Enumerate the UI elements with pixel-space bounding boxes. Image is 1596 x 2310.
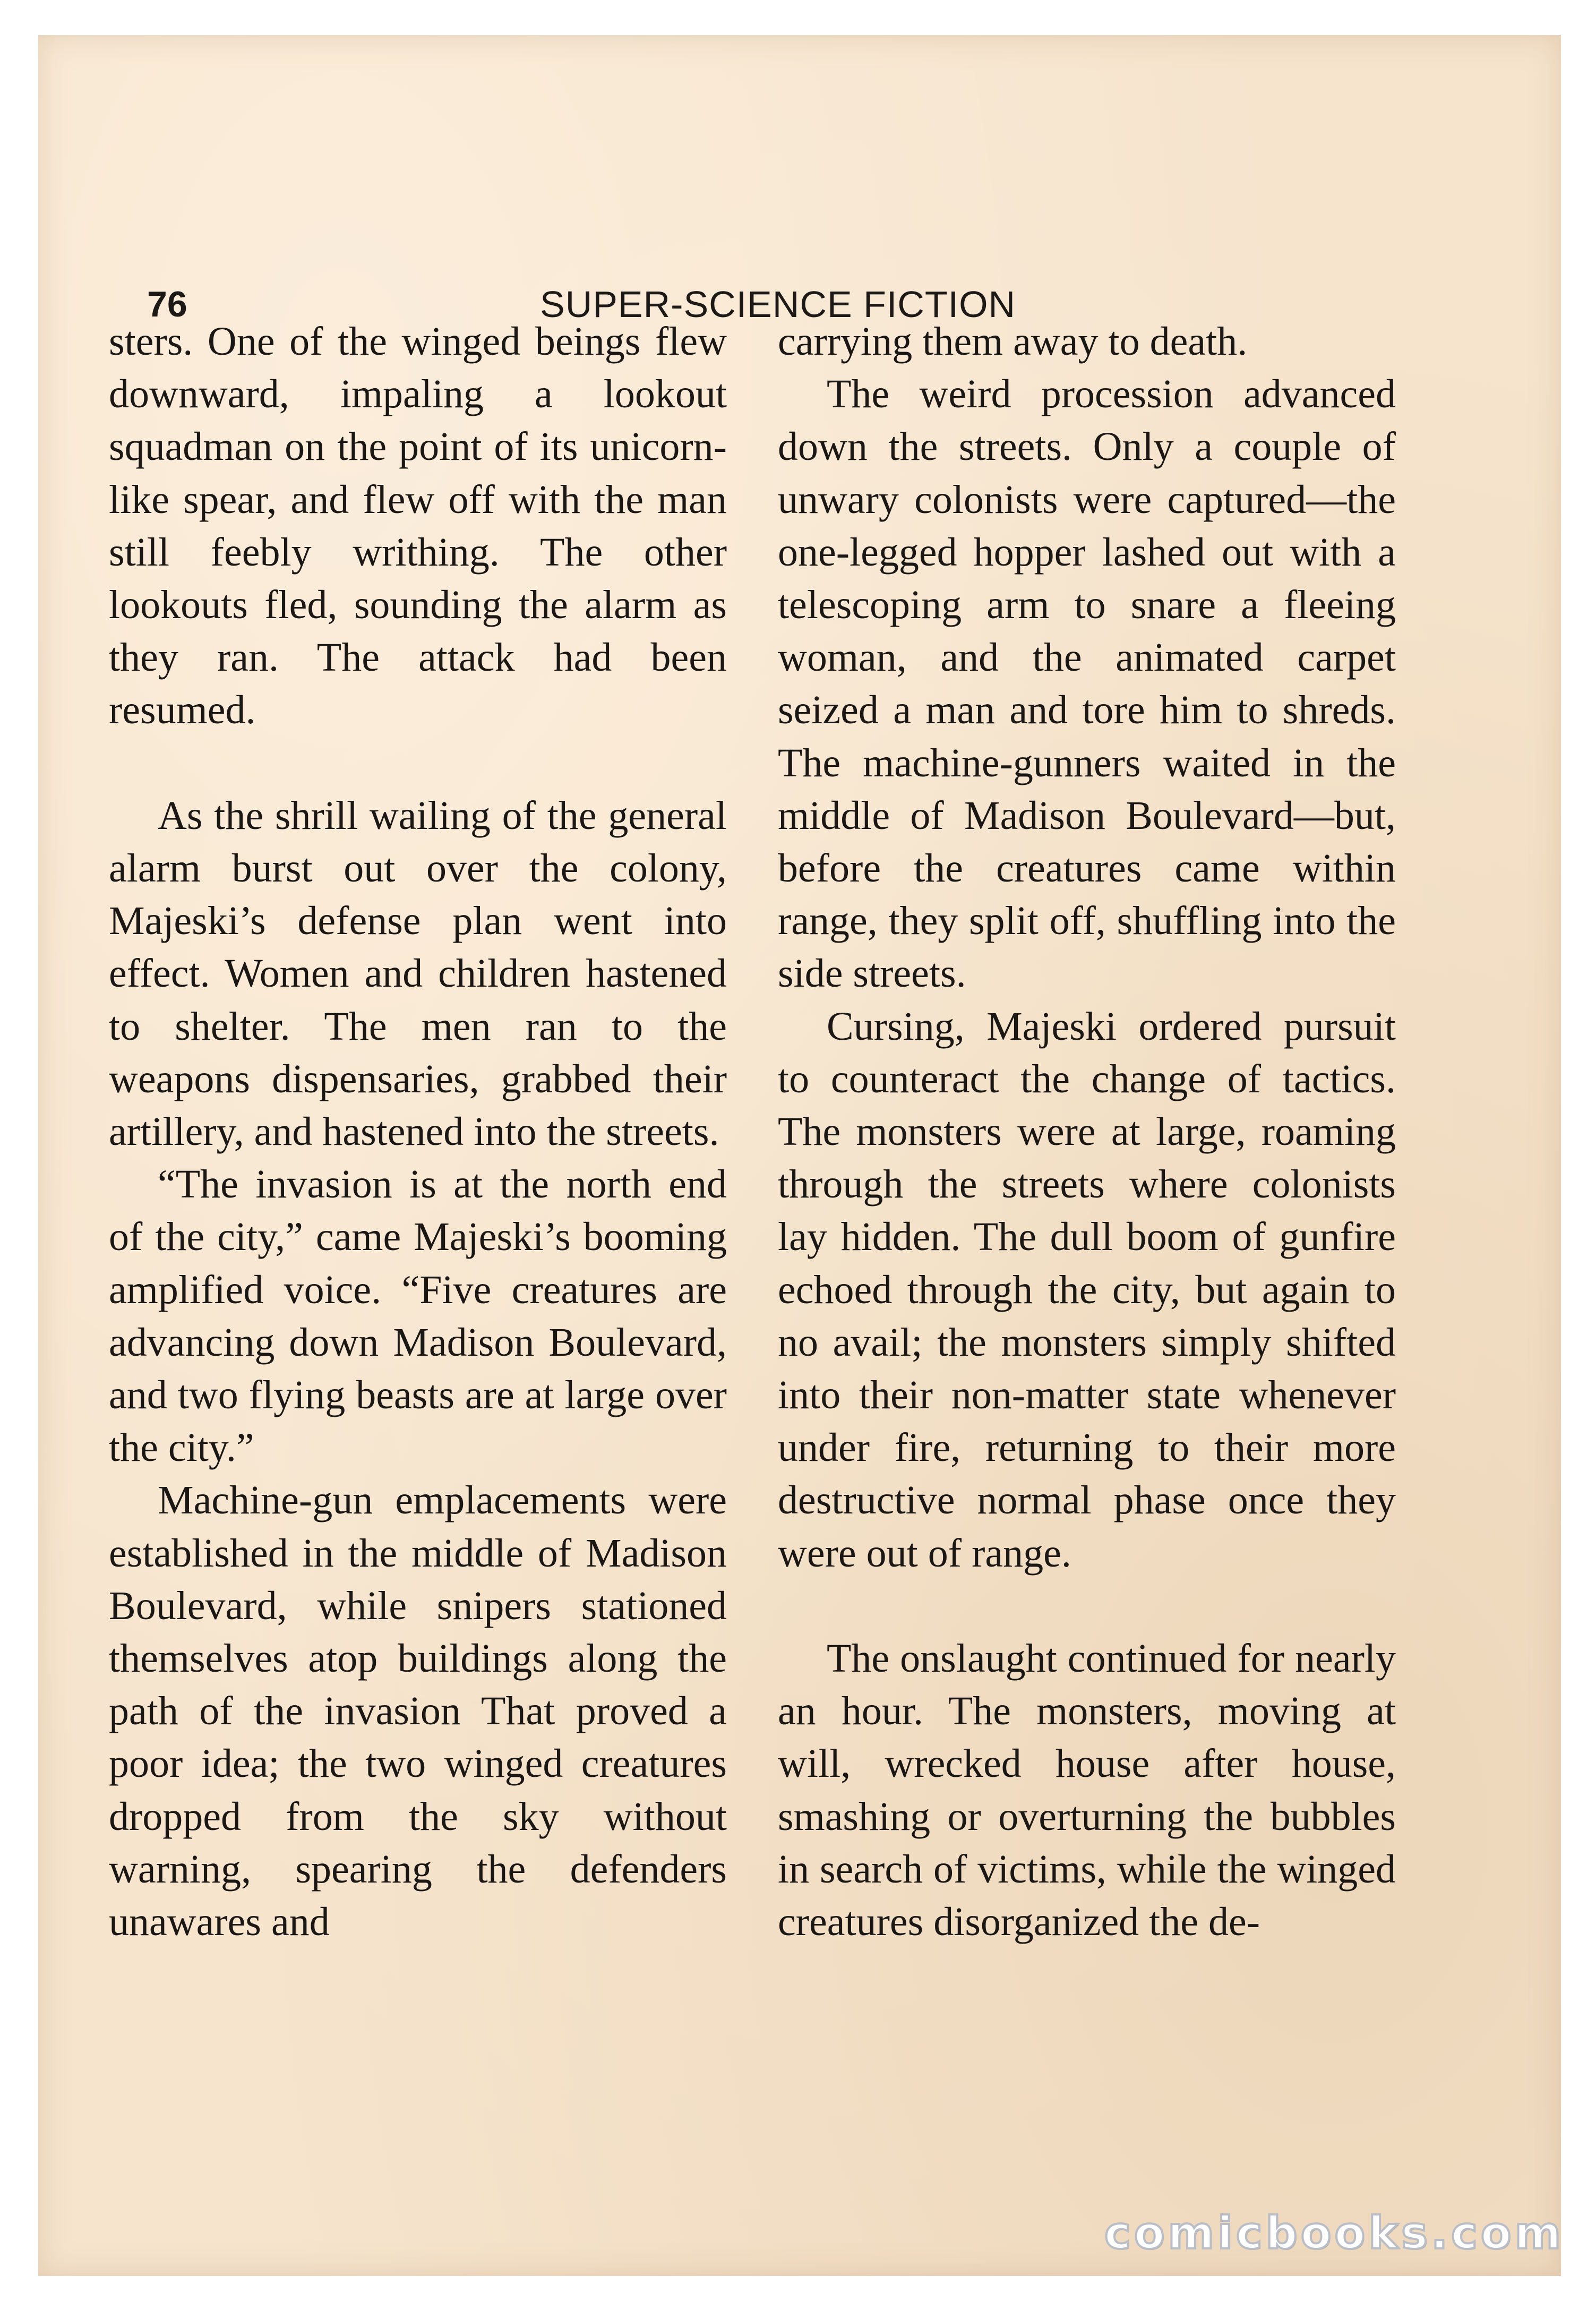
paragraph: carrying them away to death.: [778, 319, 1248, 364]
paragraph: As the shrill wailing of the general alarm burst out over the colony, Majeski’s defense plan went into effect. Women and children hastened to shelter. The men ran to the weapons dispensaries, grabbed their artillery, and hastened into the streets.: [109, 793, 727, 1154]
paragraph: “The invasion is at the north end of the city,” came Majeski’s booming amplified voice. “Five creatures are advancing down Madison Boulevard, and two flying beasts are at large over the city.”: [109, 1162, 727, 1470]
paragraph: sters. One of the winged beings flew downward, impaling a lookout squadman on the point of its unicorn-like spear, and flew off with the man still feebly writhing. The other lookouts fled, sounding the alarm as they ran. The attack had been resumed.: [109, 319, 727, 733]
paragraph: Machine-gun emplacements were established in the middle of Madison Boulevard, while snipers stationed themselves atop buildings along the path of the invasion That proved a poor idea; the two winged creatures dropped from the sky without warning, spearing the defenders unawares and: [109, 1478, 727, 1945]
paragraph: Cursing, Majeski ordered pursuit to counteract the change of tactics. The monsters were at large, roaming through the streets where colonists lay hidden. The dull boom of gunfire echoed through the city, but again to no avail; the monsters simply shifted into their non-matter state whenever under fire, returning to their more destructive normal phase once they were out of range.: [778, 1004, 1396, 1576]
running-title: SUPER-SCIENCE FICTION: [540, 284, 1016, 325]
watermark: comicbooks.com: [1104, 2207, 1564, 2259]
paragraph: The weird procession advanced down the streets. Only a couple of unwary colonists were captured—the one-legged hopper lashed out with a telescoping arm to snare a fleeing woman, and the animated carpet seized a man and tore him to shreds. The machine-gunners waited in the middle of Madison Boulevard—but, before the creatures came within range, they split off, shuffling into the side streets.: [778, 372, 1396, 996]
page-number: 76: [147, 284, 187, 324]
left-column: [109, 315, 727, 1948]
paragraph: The onslaught continued for nearly an hour. The monsters, moving at will, wrecked house after house, smashing or overturning the bubbles in search of victims, while the winged creatures disorganized the de-: [778, 1636, 1396, 1945]
right-column: [778, 315, 1396, 1948]
